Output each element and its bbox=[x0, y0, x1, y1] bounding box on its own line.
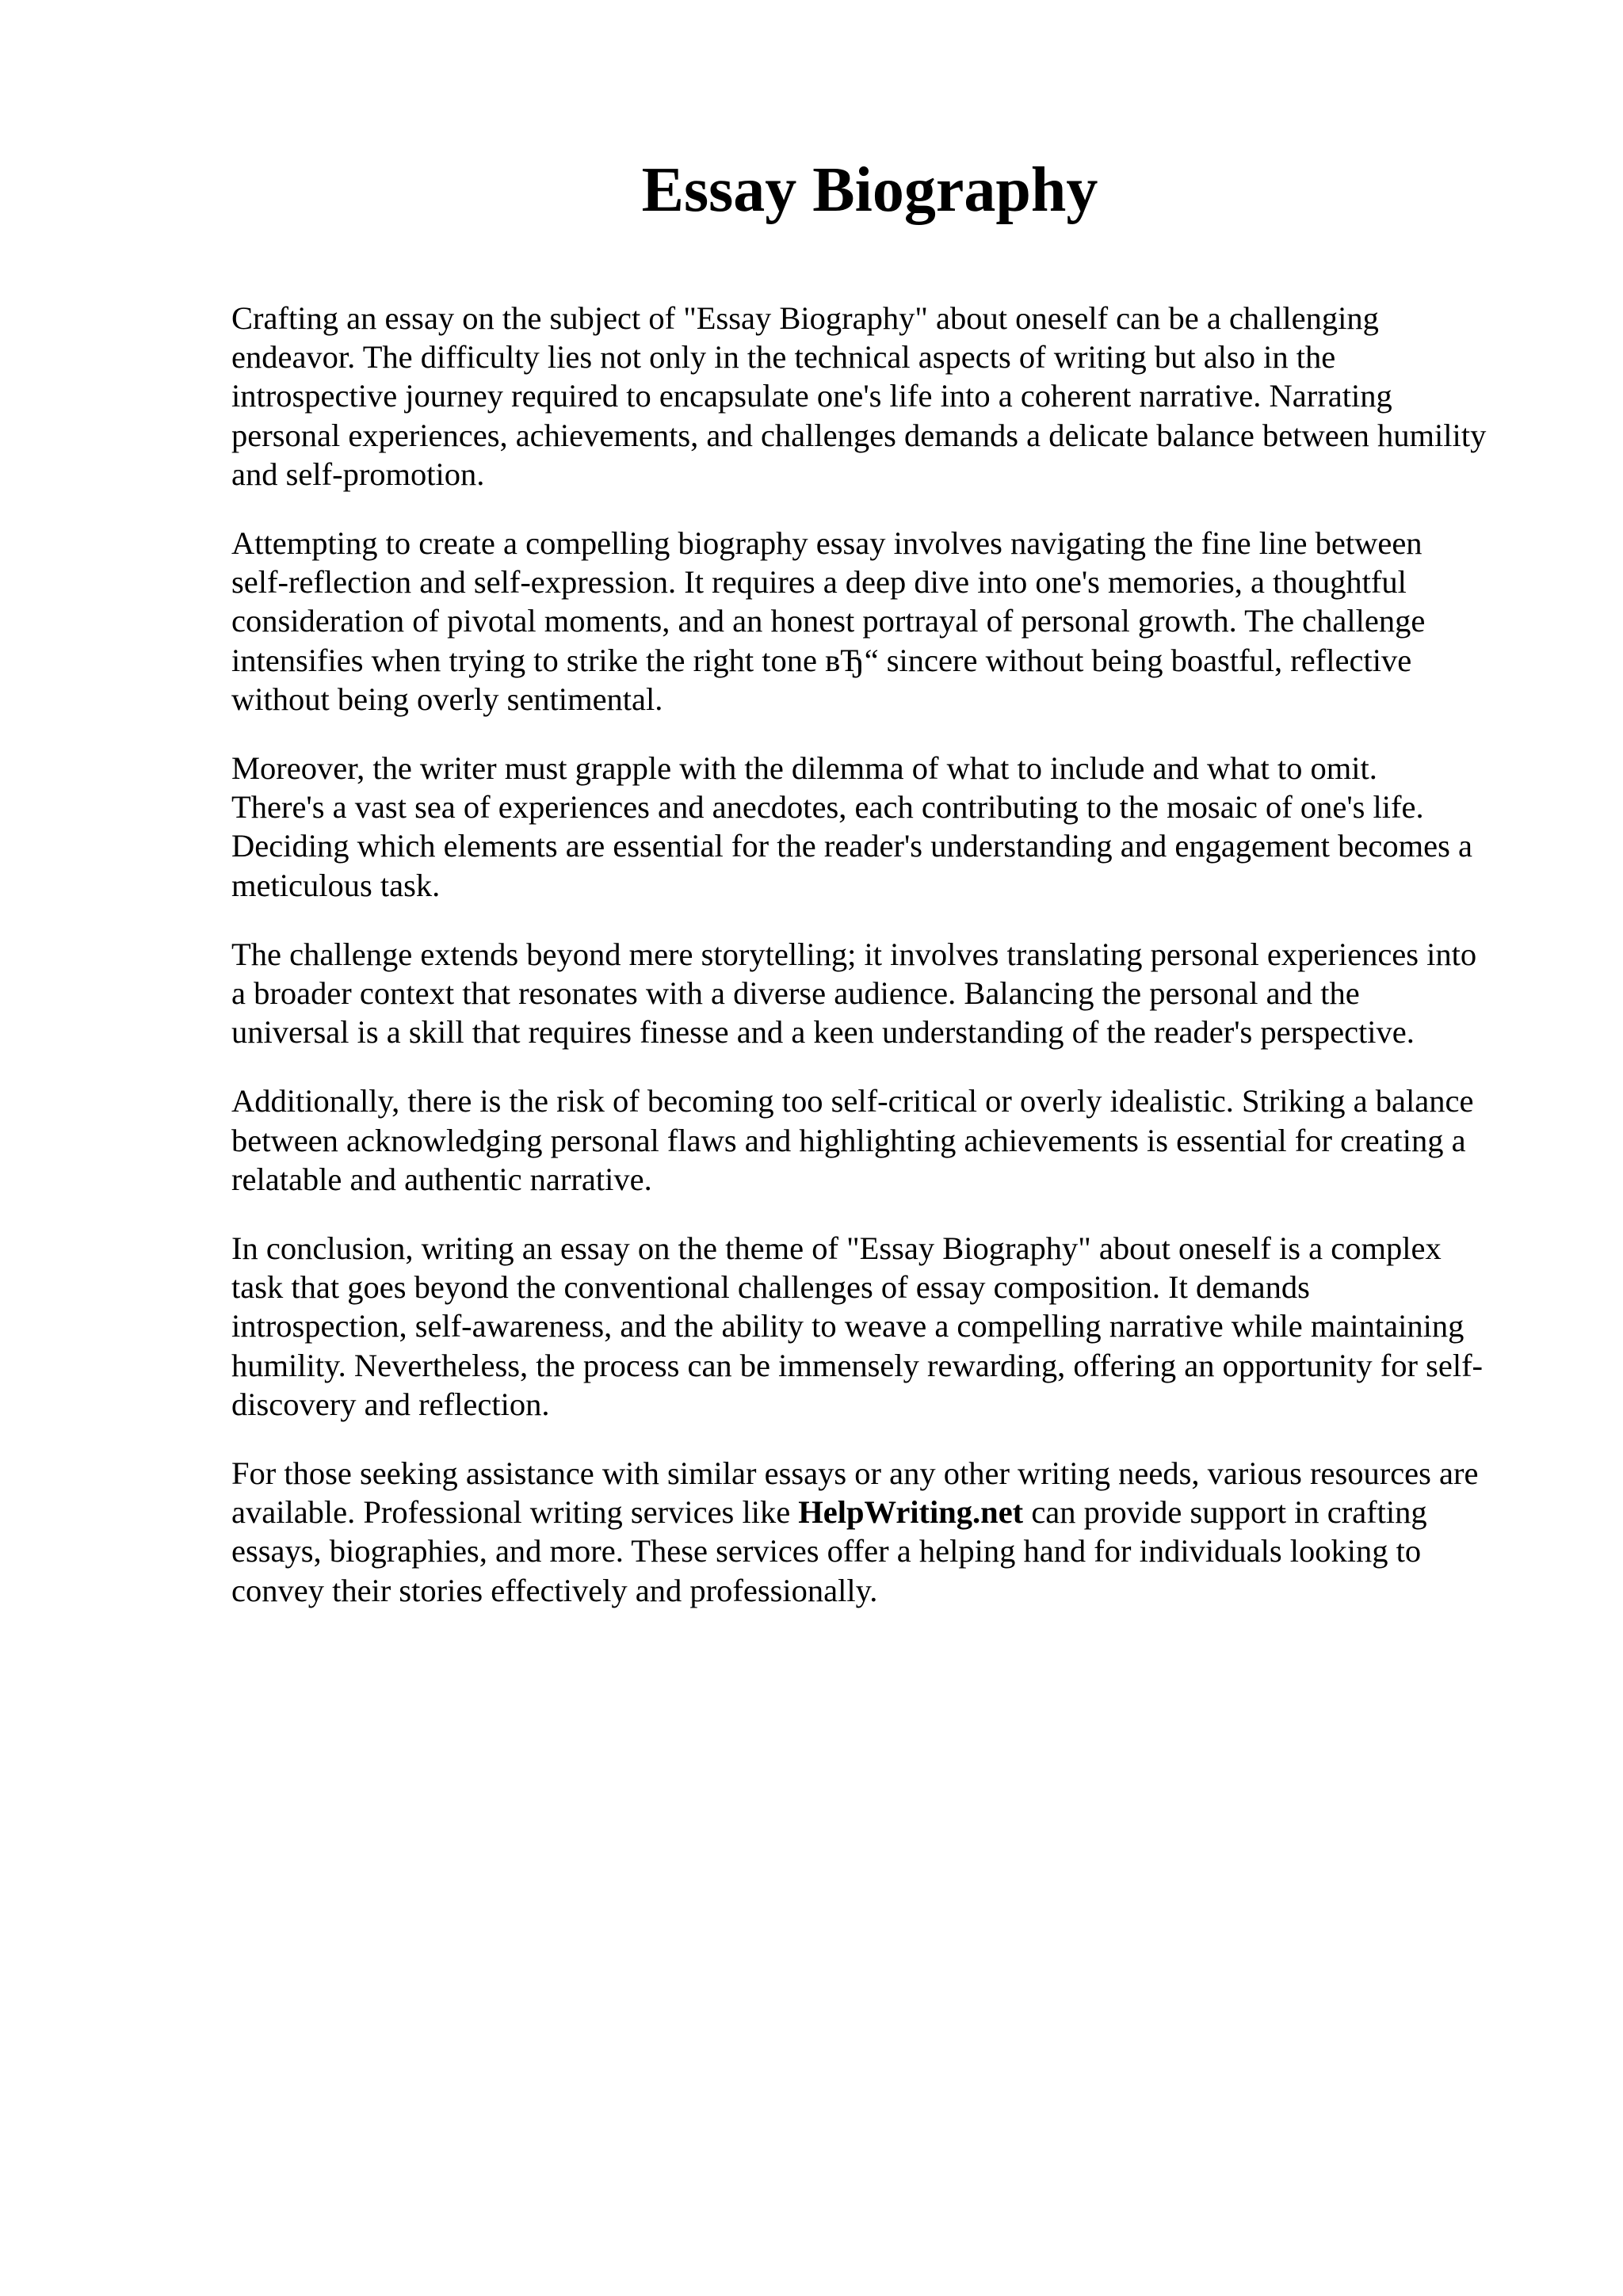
text-line: meticulous task. bbox=[231, 867, 441, 903]
text-line: For those seeking assistance with similar essays or any other writing needs, various resources are bbox=[231, 1455, 1479, 1492]
text-line: consideration of pivotal moments, and an honest portrayal of personal growth. The challenge bbox=[231, 603, 1426, 639]
text-line: discovery and reflection. bbox=[231, 1386, 550, 1422]
text-line: introspection, self-awareness, and the ability to weave a compelling narrative while maintaining bbox=[231, 1308, 1465, 1344]
text-line: essays, biographies, and more. These services offer a helping hand for individuals looking to bbox=[231, 1533, 1422, 1569]
text-line: introspective journey required to encapsulate one's life into a coherent narrative. Narrating bbox=[231, 378, 1392, 414]
text-line: convey their stories effectively and professionally. bbox=[231, 1572, 878, 1608]
text-line: personal experiences, achievements, and challenges demands a delicate balance between humility bbox=[231, 417, 1487, 453]
text-line: relatable and authentic narrative. bbox=[231, 1161, 652, 1197]
text-line: and self-promotion. bbox=[231, 456, 485, 492]
text-line: universal is a skill that requires finesse and a keen understanding of the reader's perspective. bbox=[231, 1014, 1415, 1051]
paragraph-3 bbox=[231, 749, 1523, 905]
text-line: without being overly sentimental. bbox=[231, 681, 663, 717]
text-line: Crafting an essay on the subject of "Essay Biography" about oneself can be a challenging bbox=[231, 300, 1379, 336]
text-line: Additionally, there is the risk of becoming too self-critical or overly idealistic. Striking a balance bbox=[231, 1083, 1474, 1119]
text-line: task that goes beyond the conventional challenges of essay composition. It demands bbox=[231, 1269, 1310, 1306]
paragraph-2 bbox=[231, 524, 1523, 719]
text-line: between acknowledging personal flaws and highlighting achievements is essential for creating a bbox=[231, 1122, 1466, 1158]
text-line: self-reflection and self-expression. It requires a deep dive into one's memories, a thoughtful bbox=[231, 564, 1407, 601]
text-segment: can provide support in crafting bbox=[1023, 1494, 1427, 1531]
text-line: humility. Nevertheless, the process can be immensely rewarding, offering an opportunity for self- bbox=[231, 1347, 1484, 1383]
helpwriting-link[interactable]: HelpWriting.net bbox=[798, 1494, 1024, 1531]
paragraph-6 bbox=[231, 1229, 1523, 1424]
text-line: Attempting to create a compelling biography essay involves navigating the fine line between bbox=[231, 525, 1423, 562]
text-line: The challenge extends beyond mere storytelling; it involves translating personal experiences into bbox=[231, 936, 1477, 972]
paragraph-1 bbox=[231, 299, 1523, 494]
text-line: There's a vast sea of experiences and anecdotes, each contributing to the mosaic of one's life. bbox=[231, 789, 1424, 826]
text-segment: available. Professional writing services like bbox=[231, 1494, 799, 1531]
text-line: In conclusion, writing an essay on the theme of "Essay Biography" about oneself is a complex bbox=[231, 1230, 1442, 1267]
text-line: Moreover, the writer must grapple with the dilemma of what to include and what to omit. bbox=[231, 750, 1377, 787]
paragraph-5 bbox=[231, 1081, 1523, 1199]
essay-body bbox=[231, 299, 1523, 1640]
paragraph-7 bbox=[231, 1454, 1523, 1610]
text-line bbox=[231, 1493, 1523, 1531]
text-line: Deciding which elements are essential for the reader's understanding and engagement becomes a bbox=[231, 828, 1472, 864]
text-line: intensifies when trying to strike the right tone вЂ“ sincere without being boastful, reflective bbox=[231, 642, 1412, 678]
text-line: endeavor. The difficulty lies not only in the technical aspects of writing but also in the bbox=[231, 339, 1336, 376]
text-line: a broader context that resonates with a diverse audience. Balancing the personal and the bbox=[231, 975, 1360, 1012]
page-title: Essay Biography bbox=[641, 155, 1098, 225]
paragraph-4 bbox=[231, 935, 1523, 1052]
